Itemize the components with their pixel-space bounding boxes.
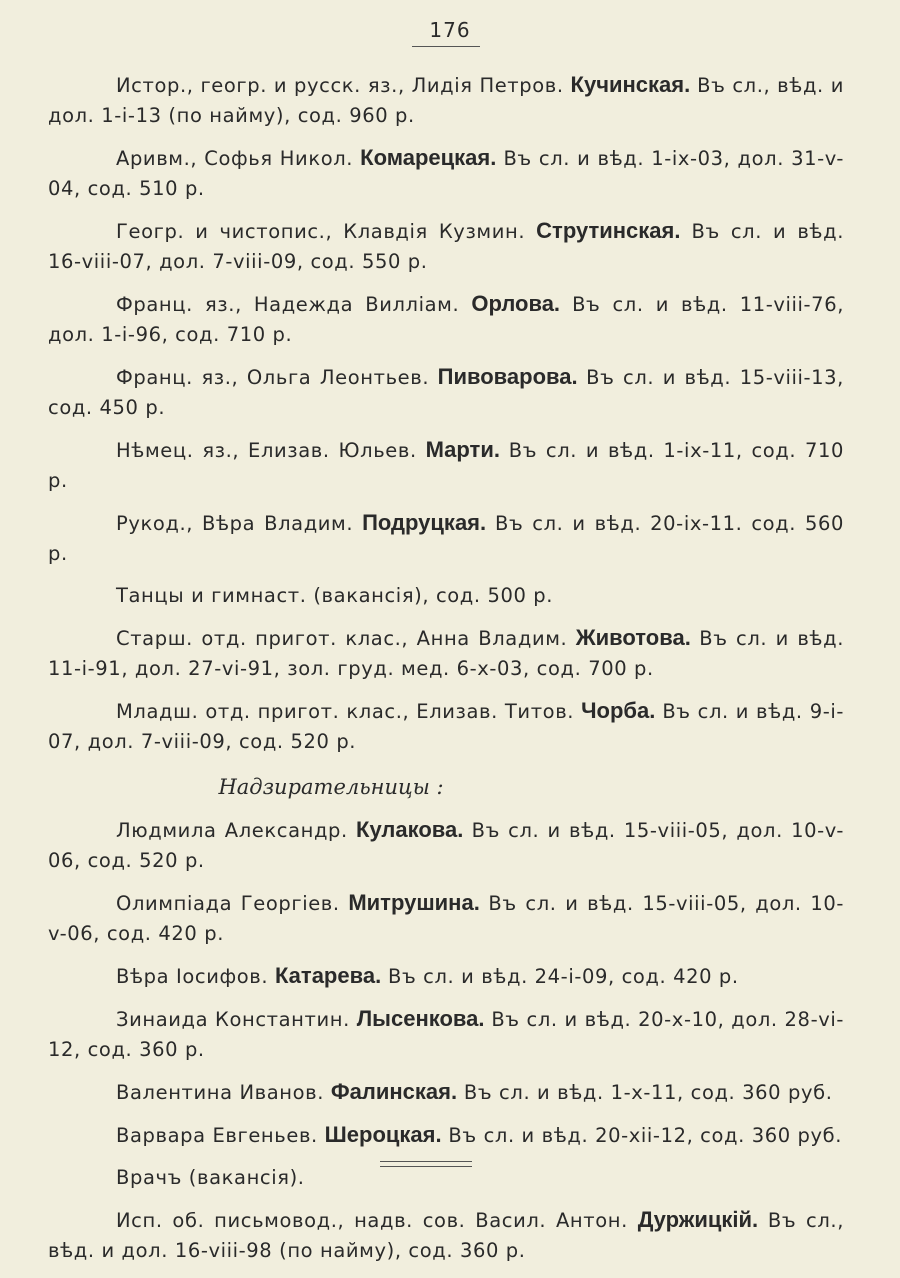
entry-details: Въ сл. и вѣд. 24-i-09, сод. 420 р. — [381, 965, 739, 988]
entry-position: Рукод., Вѣра Владим. — [116, 512, 363, 535]
staff-entry — [48, 362, 844, 423]
header-rule — [412, 46, 480, 47]
entry-details: Въ сл. и вѣд. 1-ix-11, сод. 710 р. — [48, 439, 844, 492]
entry-surname: Пивоварова. — [437, 364, 578, 389]
staff-entry — [48, 1120, 844, 1151]
staff-entry — [48, 143, 844, 204]
staff-entry — [48, 70, 844, 131]
staff-entry — [48, 623, 844, 684]
entry-surname: Кулакова. — [356, 817, 464, 842]
entry-position: Аривм., Софья Никол. — [116, 147, 361, 170]
staff-entry — [48, 508, 844, 569]
staff-entry — [48, 1163, 844, 1193]
page-content — [48, 70, 844, 1278]
entry-surname: Подруцкая. — [362, 510, 487, 535]
entry-details: Въ сл. и вѣд. 15-viii-05, дол. 10-v-06, сод. 520 р. — [48, 819, 844, 872]
entry-surname: Комарецкая. — [360, 145, 497, 170]
entry-details: Въ сл., вѣд. и дол. 16-viii-98 (по найму), сод. 360 р. — [48, 1209, 845, 1262]
entry-details: Въ сл. и вѣд. 20-ix-11. сод. 560 р. — [48, 512, 844, 565]
end-rule — [380, 1161, 472, 1167]
entry-position: Олимпіада Георгіев. — [116, 892, 349, 915]
entry-surname: Кучинская. — [570, 72, 691, 97]
entry-surname: Дуржицкій. — [637, 1207, 759, 1232]
entry-details: Въ сл. и вѣд. 9-i-07, дол. 7-viii-09, сод. 520 р. — [48, 700, 845, 753]
entry-position: Врачъ (вакансія). — [116, 1166, 305, 1189]
staff-entry — [48, 1004, 844, 1065]
entry-surname: Чорба. — [581, 698, 656, 723]
entry-details: Въ сл. и вѣд. 1-x-11, сод. 360 руб. — [457, 1081, 833, 1104]
page-number: 176 — [429, 18, 471, 42]
entry-details: Въ сл. и вѣд. 20-x-10, дол. 28-vi-12, сод. 360 р. — [48, 1008, 844, 1061]
entry-surname: Орлова. — [471, 291, 561, 316]
entry-details: Въ сл., вѣд. и дол. 1-i-13 (по найму), сод. 960 р. — [48, 74, 844, 127]
entry-details: Въ сл. и вѣд. 16-viii-07, дол. 7-viii-09, сод. 550 р. — [48, 220, 844, 273]
entry-position: Младш. отд. пригот. клас., Елизав. Титов. — [116, 700, 582, 723]
entry-details: Въ сл. и вѣд. 20-xii-12, сод. 360 руб. — [441, 1124, 843, 1147]
entry-details: Въ сл. и вѣд. 1-ix-03, дол. 31-v-04, сод. 510 р. — [48, 147, 845, 200]
entry-details: Въ сл. и вѣд. 11-viii-76, дол. 1-i-96, сод. 710 р. — [48, 293, 844, 346]
staff-entry — [48, 581, 844, 611]
entry-position: Зинаида Константин. — [116, 1008, 357, 1031]
entry-position: Варвара Евгеньев. — [116, 1124, 325, 1147]
entry-position: Истор., геогр. и русск. яз., Лидія Петров. — [116, 74, 571, 97]
entry-details: Въ сл. и вѣд. 15-viii-05, дол. 10-v-06, сод. 420 р. — [48, 892, 844, 945]
staff-entry — [48, 435, 844, 496]
staff-entry — [48, 961, 844, 992]
staff-entry — [48, 216, 844, 277]
entry-position: Франц. яз., Надежда Вилліам. — [116, 293, 472, 316]
entry-position: Вѣра Іосифов. — [116, 965, 275, 988]
entry-surname: Струтинская. — [536, 218, 681, 243]
entry-surname: Марти. — [425, 437, 500, 462]
entry-position: Валентина Иванов. — [116, 1081, 331, 1104]
staff-entry — [48, 1205, 844, 1266]
entry-surname: Лысенкова. — [356, 1006, 485, 1031]
entry-surname: Фалинская. — [330, 1079, 458, 1104]
staff-entry — [48, 1077, 844, 1108]
entry-position: Танцы и гимнаст. (вакансія), сод. 500 р. — [116, 584, 554, 607]
supervisors-list — [48, 815, 844, 1266]
entry-details: Въ сл. и вѣд. 11-i-91, дол. 27-vi-91, зол. груд. мед. 6-x-03, сод. 700 р. — [48, 627, 844, 680]
entry-details: Въ сл. и вѣд. 15-viii-13, сод. 450 р. — [48, 366, 844, 419]
staff-entry — [48, 888, 844, 949]
staff-entry — [48, 289, 844, 350]
staff-entry — [48, 696, 844, 757]
entry-position: Геогр. и чистопис., Клавдія Кузмин. — [116, 220, 537, 243]
section-heading: Надзирательницы : — [218, 775, 444, 799]
entry-position: Исп. об. письмовод., надв. сов. Васил. Антон. — [116, 1209, 638, 1232]
entry-surname: Животова. — [575, 625, 691, 650]
teachers-list — [48, 70, 844, 757]
staff-entry — [48, 815, 844, 876]
entry-position: Франц. яз., Ольга Леонтьев. — [116, 366, 438, 389]
entry-position: Старш. отд. пригот. клас., Анна Владим. — [116, 627, 576, 650]
entry-position: Людмила Александр. — [116, 819, 357, 842]
entry-position: Нѣмец. яз., Елизав. Юльев. — [116, 439, 426, 462]
entry-surname: Шероцкая. — [324, 1122, 442, 1147]
entry-surname: Катарева. — [274, 963, 382, 988]
entry-surname: Митрушина. — [348, 890, 480, 915]
